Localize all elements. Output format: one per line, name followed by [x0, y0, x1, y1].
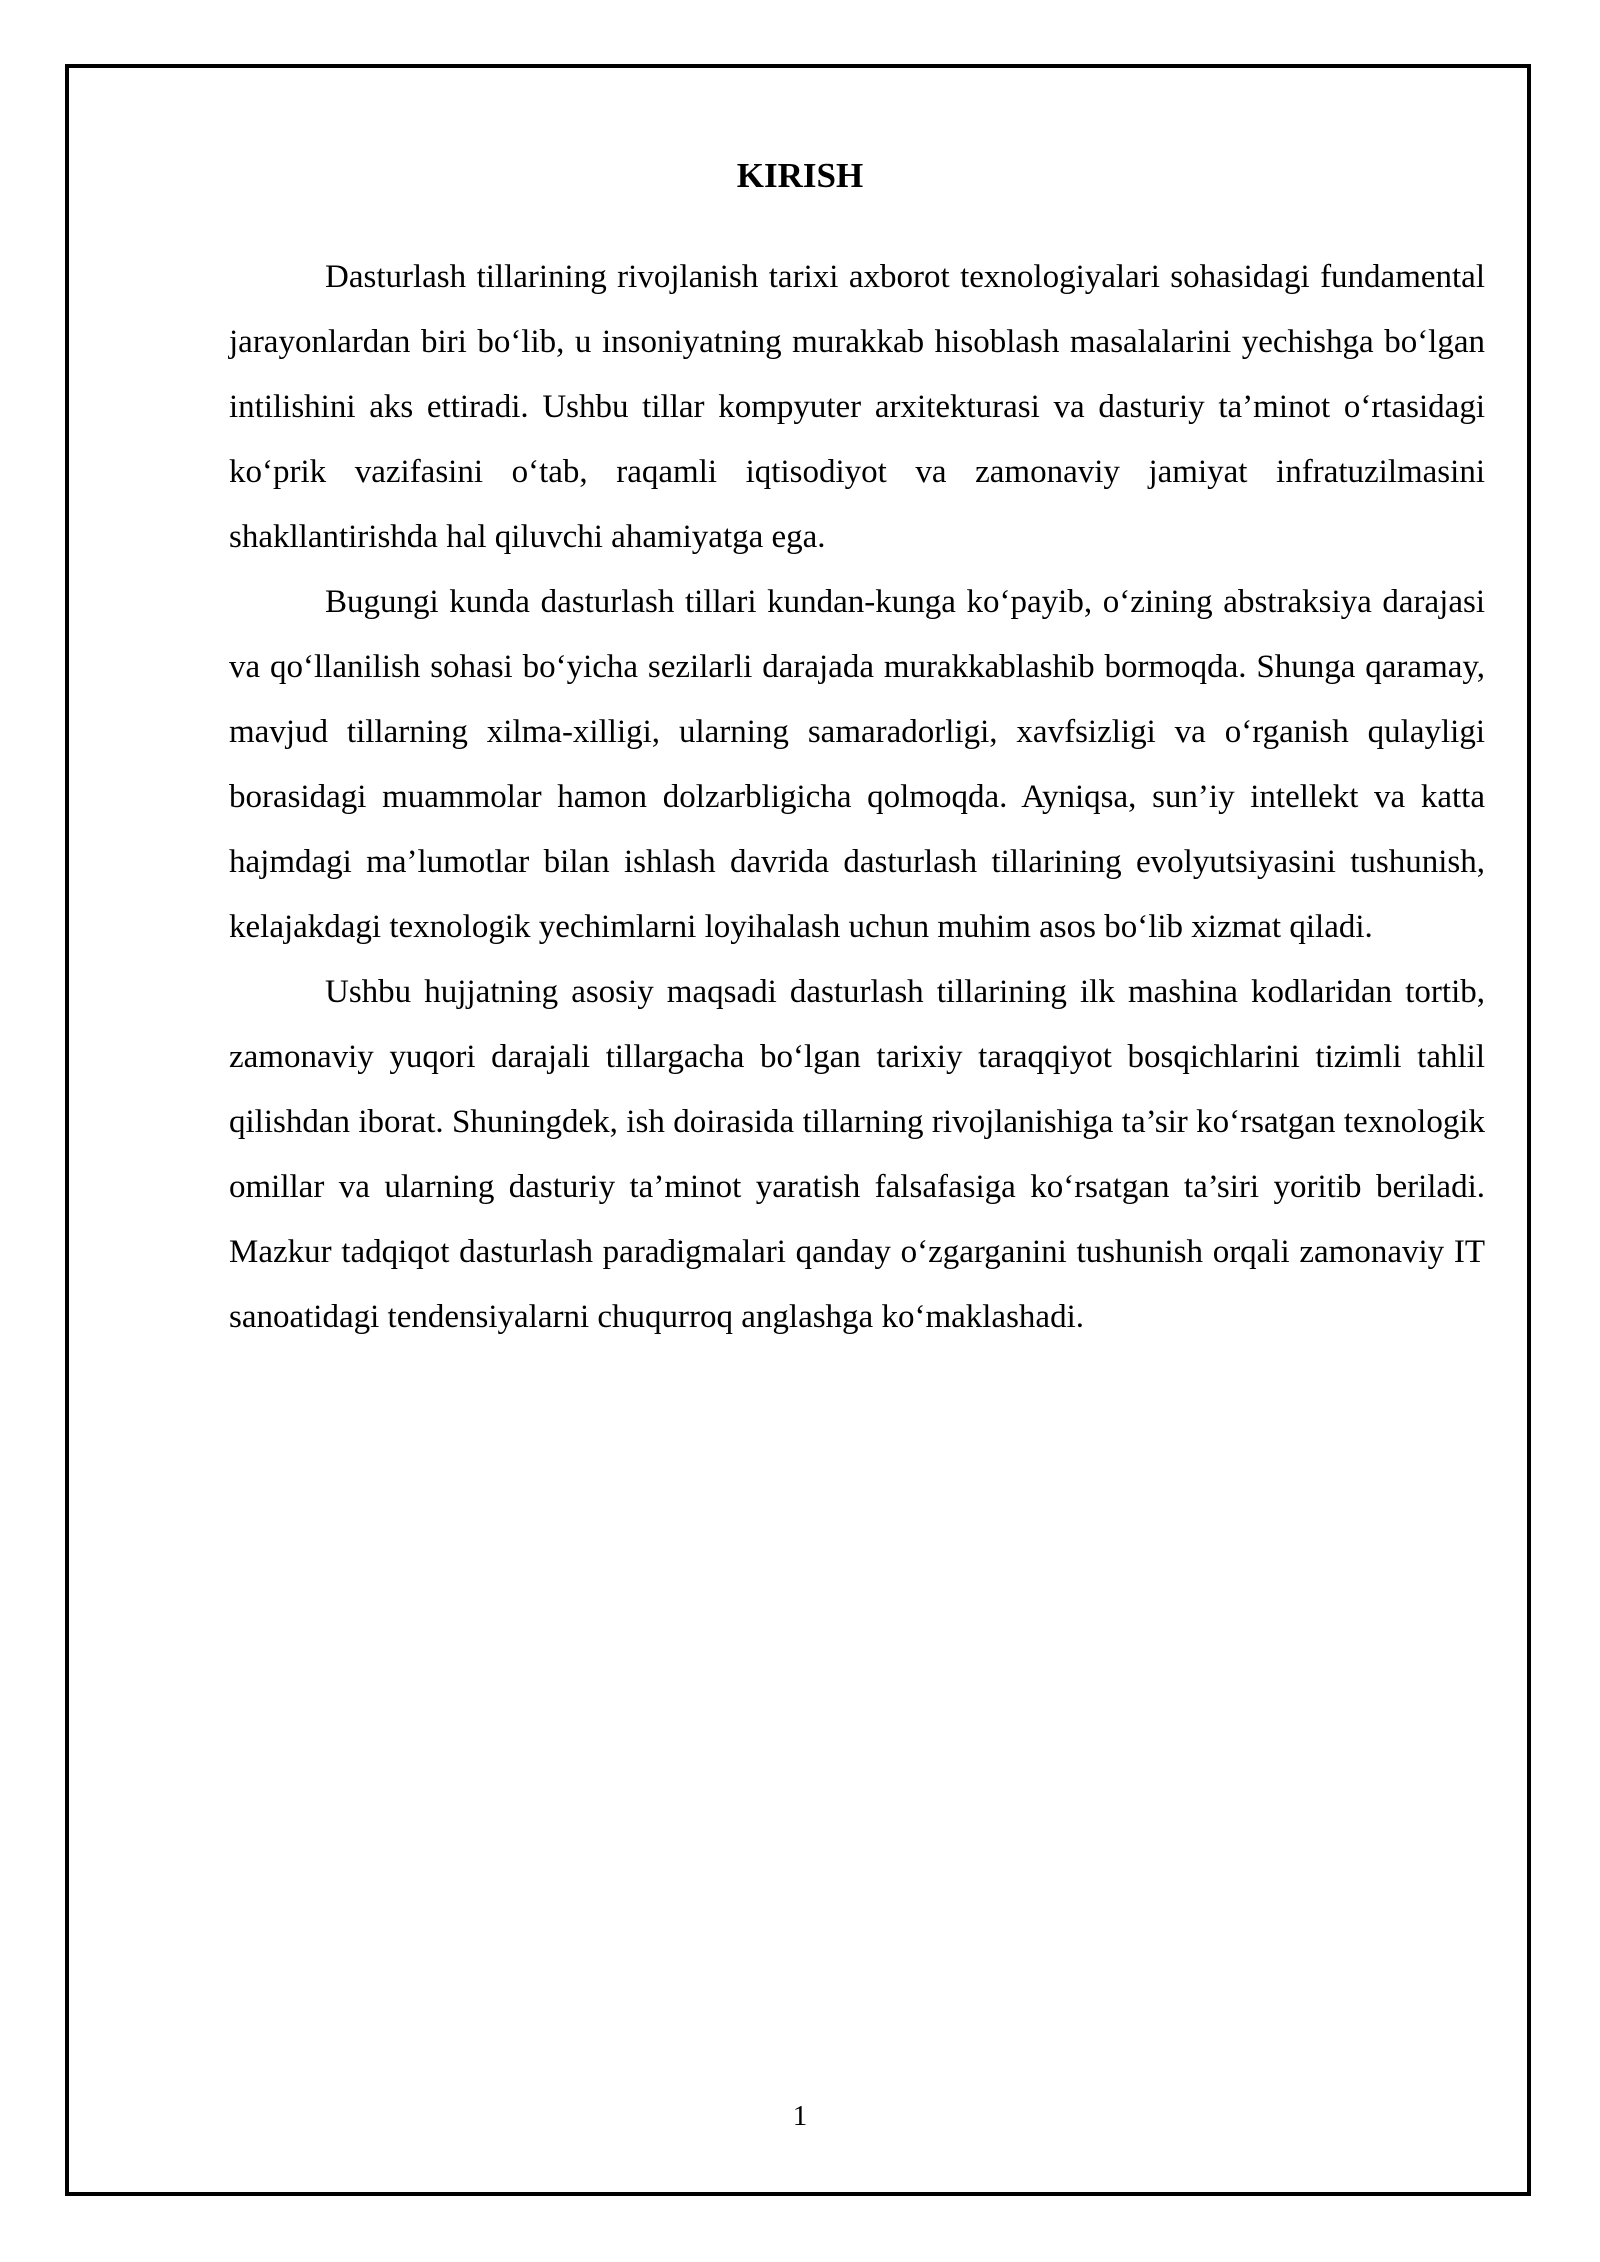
paragraph-2: Bugungi kunda dasturlash tillari kundan-kunga ko‘payib, o‘zining abstraksiya darajasi va qo‘llanilish sohasi bo‘yicha sezilarli darajada murakkablashib bormoqda. Shunga qaramay, mavjud tillarning xilma-xilligi, ularning samaradorligi, xavfsizligi va o‘rganish qulayligi borasidagi muammolar hamon dolzarbligicha qolmoqda. Ayniqsa, sun’iy intellekt va katta hajmdagi ma’lumotlar bilan ishlash davrida dasturlash tillarining evolyutsiyasini tushunish, kelajakdagi texnologik yechimlarni loyihalash uchun muhim asos bo‘lib xizmat qiladi.	[229, 584, 1485, 945]
paragraph-3: Ushbu hujjatning asosiy maqsadi dasturlash tillarining ilk mashina kodlaridan tortib, zamonaviy yuqori darajali tillargacha bo‘lgan tarixiy taraqqiyot bosqichlarini tizimli tahlil qilishdan iborat. Shuningdek, ish doirasida tillarning rivojlanishiga ta’sir ko‘rsatgan texnologik omillar va ularning dasturiy ta’minot yaratish falsafasiga ko‘rsatgan ta’siri yoritib beriladi. Mazkur tadqiqot dasturlash paradigmalari qanday o‘zgarganini tushunish orqali zamonaviy IT sanoatidagi tendensiyalarni chuqurroq anglashga ko‘maklashadi.	[229, 974, 1485, 1335]
page-number: 1	[792, 2100, 808, 2132]
paragraph-1: Dasturlash tillarining rivojlanish tarixi axborot texnologiyalari sohasidagi fundamental jarayonlardan biri bo‘lib, u insoniyatning murakkab hisoblash masalalarini yechishga bo‘lgan intilishini aks ettiradi. Ushbu tillar kompyuter arxitekturasi va dasturiy ta’minot o‘rtasidagi ko‘prik vazifasini o‘tab, raqamli iqtisodiyot va zamonaviy jamiyat infratuzilmasini shakllantirishda hal qiluvchi ahamiyatga ega.	[229, 259, 1485, 555]
document-body	[229, 245, 1485, 1350]
page-title: KIRISH	[736, 156, 864, 195]
